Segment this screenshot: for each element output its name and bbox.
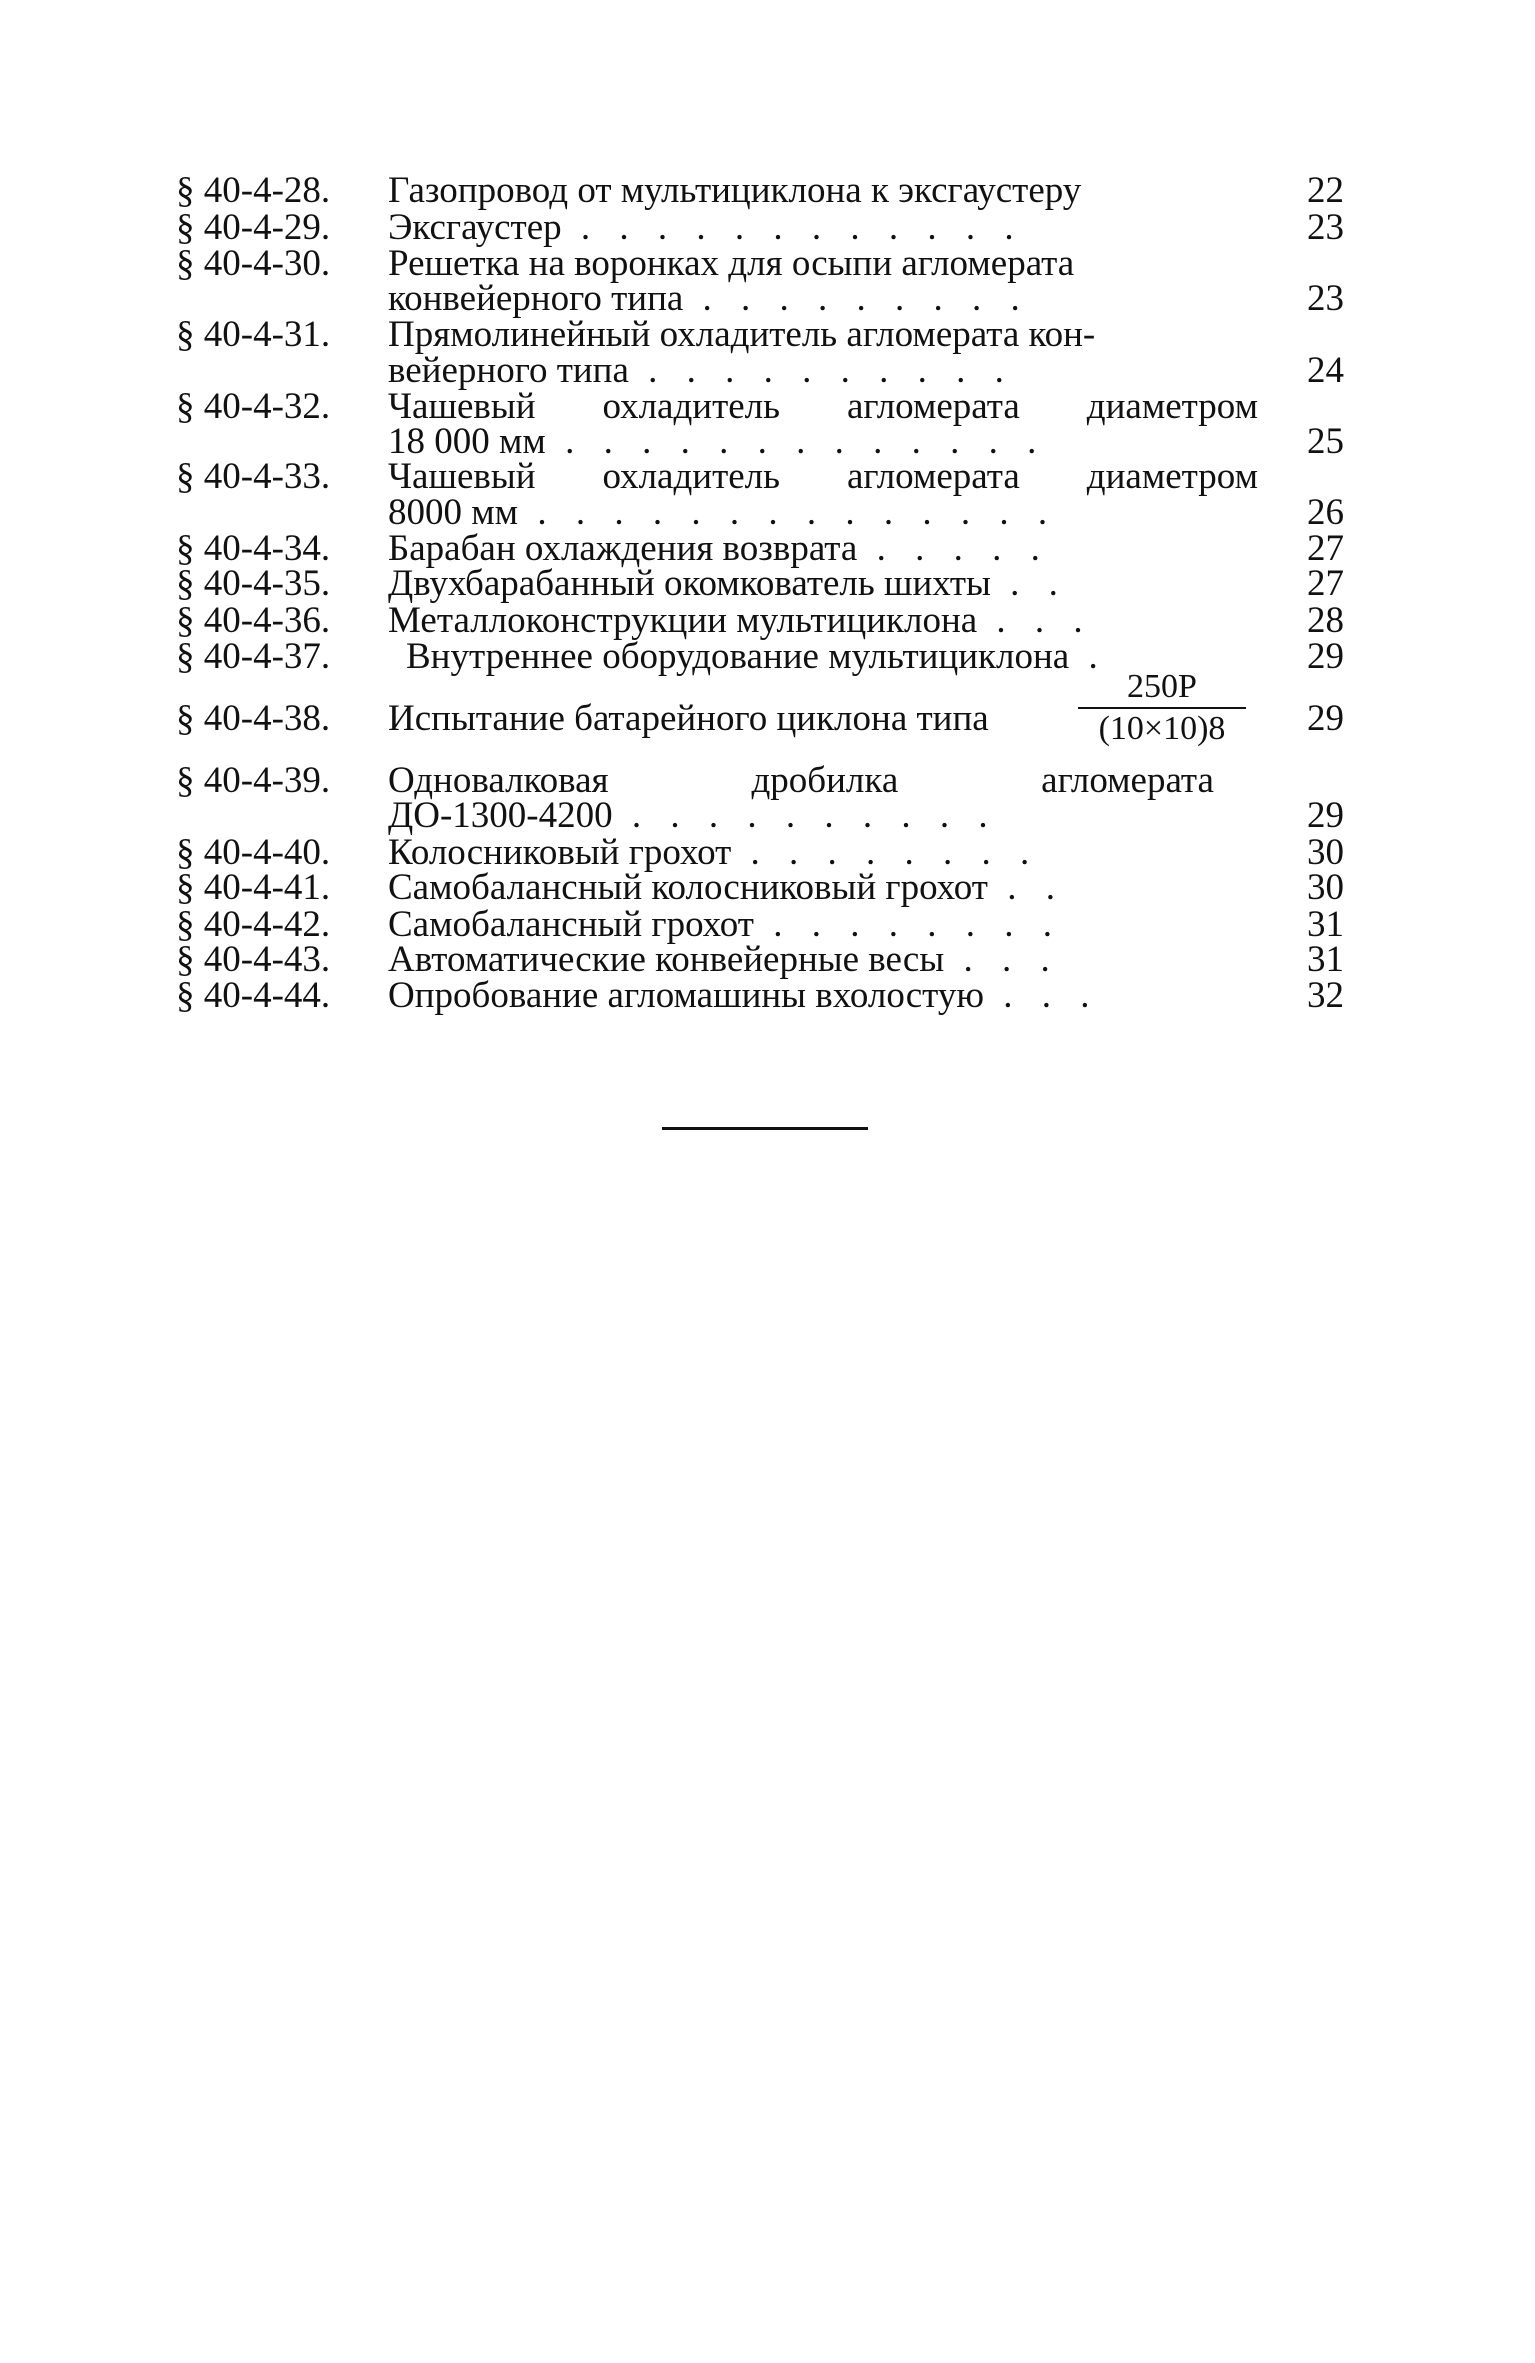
toc-entry-title: Колосниковый грохот . . . . . . . .: [388, 832, 1040, 873]
toc-section-number: § 40-4-39.: [176, 760, 331, 801]
toc-page-number: 29: [1307, 698, 1344, 739]
toc-page-number: 25: [1307, 421, 1344, 462]
toc-page-number: 26: [1307, 492, 1344, 533]
toc-section-number: § 40-4-37.: [176, 636, 331, 677]
toc-entry-title: Решетка на воронках для осыпи агломерата: [388, 243, 1075, 284]
toc-entry-title: Испытание батарейного циклона типа: [388, 698, 989, 739]
toc-section-number: § 40-4-38.: [176, 698, 331, 739]
toc-section-number: § 40-4-43.: [176, 939, 331, 980]
toc-page-number: 30: [1307, 867, 1344, 908]
toc-entry-title: Одновалковая дробилка агломерата: [388, 760, 1214, 801]
toc-section-number: § 40-4-36.: [176, 600, 331, 641]
toc-page-number: 29: [1307, 795, 1344, 836]
toc-page-number: 22: [1307, 170, 1344, 211]
toc-page-number: 28: [1307, 600, 1344, 641]
toc-section-number: § 40-4-35.: [176, 563, 331, 604]
toc-section-number: § 40-4-40.: [176, 832, 331, 873]
formula-denominator: (10×10)8: [1098, 710, 1226, 747]
toc-entry-title: Самобалансный колосниковый грохот . .: [388, 867, 1065, 908]
toc-section-number: § 40-4-29.: [176, 207, 331, 248]
toc-entry-title: Чашевый охладитель агломерата диаметром: [388, 456, 1258, 497]
toc-page-number: 29: [1307, 636, 1344, 677]
toc-entry-title: Прямолинейный охладитель агломерата кон-: [388, 314, 1096, 355]
closing-rule: [662, 1127, 868, 1130]
toc-page-number: 24: [1307, 350, 1344, 391]
toc-page-number: 27: [1307, 528, 1344, 569]
toc-entry-title: Двухбарабанный окомкователь шихты . .: [388, 563, 1068, 604]
toc-section-number: § 40-4-44.: [176, 975, 331, 1016]
toc-section-number: § 40-4-31.: [176, 314, 331, 355]
toc-page-number: 23: [1307, 207, 1344, 248]
formula-numerator: 250P: [1078, 667, 1246, 709]
toc-section-number: § 40-4-30.: [176, 243, 331, 284]
toc-entry-title: Чашевый охладитель агломерата диаметром: [388, 386, 1258, 427]
toc-section-number: § 40-4-41.: [176, 867, 331, 908]
toc-section-number: § 40-4-34.: [176, 528, 331, 569]
toc-section-number: § 40-4-33.: [176, 456, 331, 497]
toc-section-number: § 40-4-28.: [176, 170, 331, 211]
toc-entry-title: Эксгаустер . . . . . . . . . . . .: [388, 207, 1024, 248]
toc-page-number: 31: [1307, 939, 1344, 980]
toc-page-number: 30: [1307, 832, 1344, 873]
toc-entry-title-cont: ДО-1300-4200 . . . . . . . . . .: [388, 795, 998, 836]
table-of-contents: [0, 0, 1535, 1100]
toc-page-number: 23: [1307, 278, 1344, 319]
toc-page-number: 27: [1307, 563, 1344, 604]
toc-entry-title: Газопровод от мультициклона к эксгаустеру: [388, 170, 1082, 211]
toc-page-number: 32: [1307, 975, 1344, 1016]
toc-entry-title: Самобалансный грохот . . . . . . . .: [388, 904, 1062, 945]
toc-entry-title-cont: вейерного типа . . . . . . . . . .: [388, 350, 1014, 391]
toc-section-number: § 40-4-32.: [176, 386, 331, 427]
toc-page-number: 31: [1307, 904, 1344, 945]
toc-entry-title: Барабан охлаждения возврата . . . . .: [388, 528, 1050, 569]
toc-entry-title: Внутреннее оборудование мультициклона .: [406, 636, 1108, 677]
toc-entry-title: Автоматические конвейерные весы . . .: [388, 939, 1060, 980]
toc-entry-title-cont: 18 000 мм . . . . . . . . . . . . .: [388, 421, 1047, 462]
toc-entry-title: Металлоконструкции мультициклона . . .: [388, 600, 1093, 641]
cyclone-type-formula: [1078, 667, 1246, 749]
toc-section-number: § 40-4-42.: [176, 904, 331, 945]
toc-entry-title-cont: конвейерного типа . . . . . . . . .: [388, 278, 1030, 319]
toc-entry-title-cont: 8000 мм . . . . . . . . . . . . . .: [388, 492, 1058, 533]
toc-entry-title: Опробование агломашины вхолостую . . .: [388, 975, 1100, 1016]
